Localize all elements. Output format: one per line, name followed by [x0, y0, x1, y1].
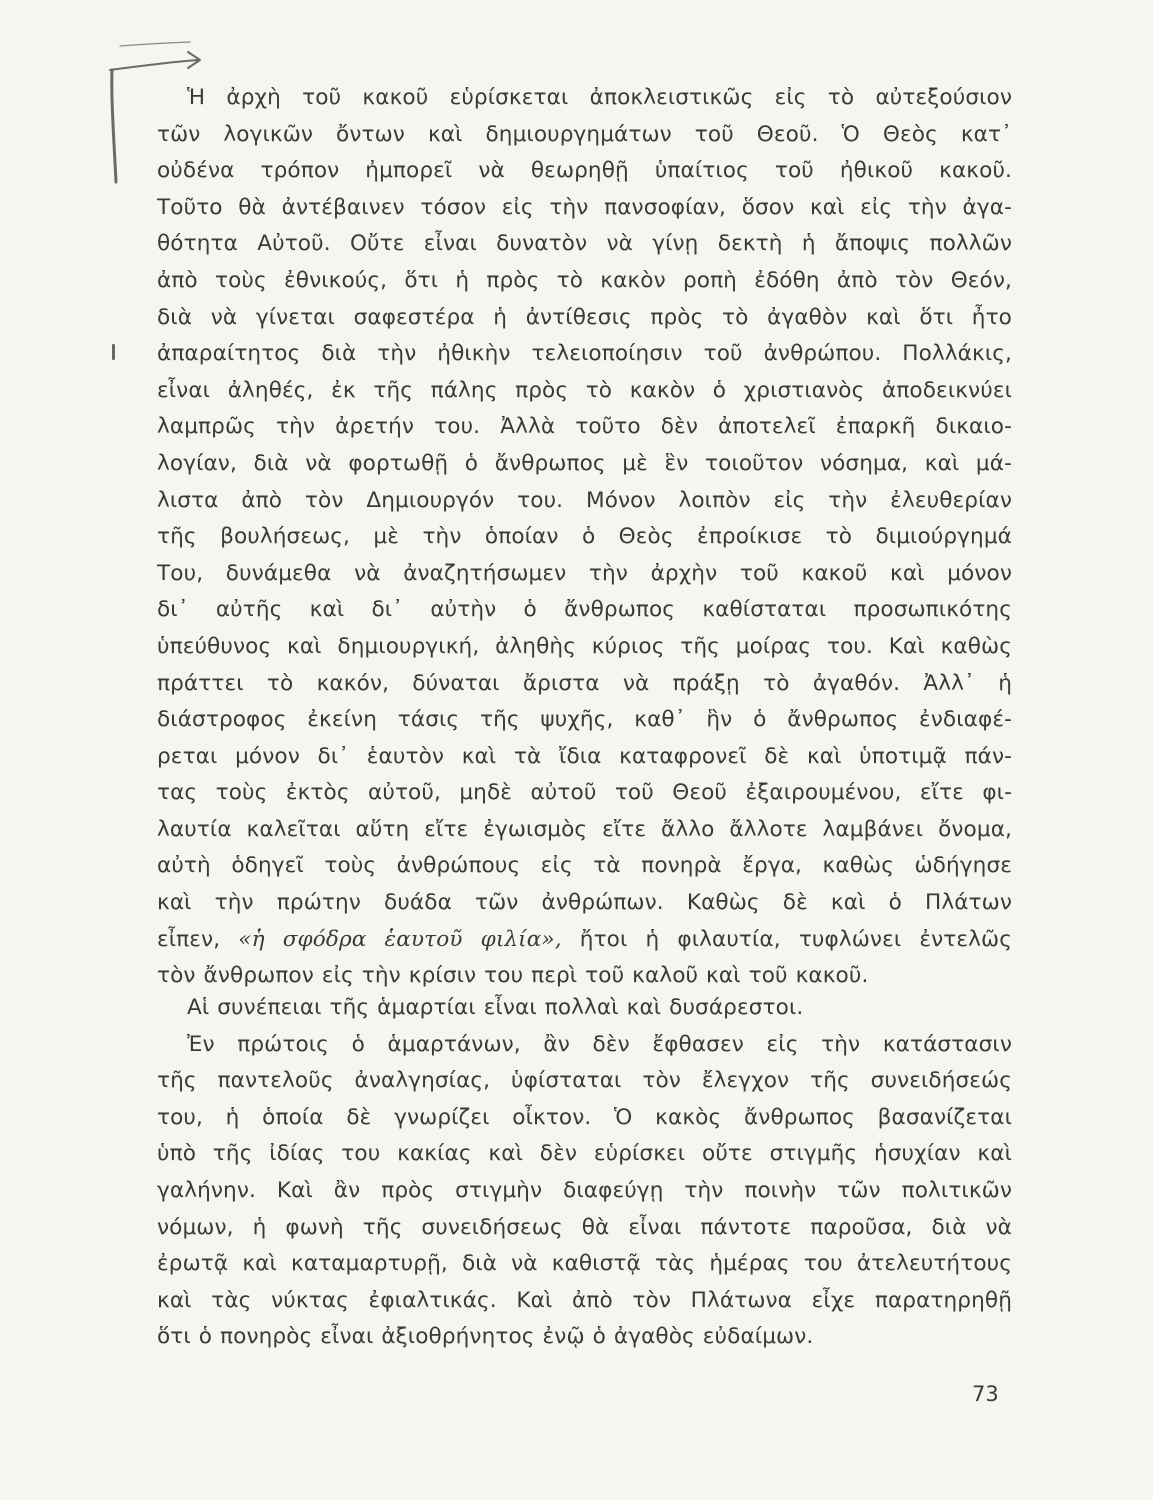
text-line: ὑπὸ τῆς ἰδίας του κακίας καὶ δὲν εὑρίσκει οὔτε στιγμῆς ἡσυχίαν καὶ: [157, 1141, 1012, 1167]
text-line: τῆς βουλήσεως, μὲ τὴν ὁποίαν ὁ Θεὸς ἐπροίκισε τὸ διμιούργημά: [157, 524, 1012, 550]
text-line: λαμπρῶς τὴν ἀρετήν του. Ἀλλὰ τοῦτο δὲν ἀποτελεῖ ἐπαρκῆ δικαιο-: [157, 414, 1012, 440]
text-line: ἀπὸ τοὺς ἐθνικούς, ὅτι ἡ πρὸς τὸ κακὸν ροπὴ ἐδόθη ἀπὸ τὸν Θεόν,: [157, 267, 1012, 293]
text-line: τὸν ἄνθρωπον εἰς τὴν κρίσιν του περὶ τοῦ καλοῦ καὶ τοῦ κακοῦ.: [157, 963, 869, 989]
quote-line-after: ἤτοι ἡ φιλαυτία, τυφλώνει ἐντελῶς: [561, 926, 1012, 952]
text-line: νόμων, ἡ φωνὴ τῆς συνειδήσεως θὰ εἶναι πάντοτε παροῦσα, διὰ νὰ: [157, 1214, 1012, 1240]
page-number: 73: [972, 1382, 999, 1406]
text-line: ρεται μόνον δι᾽ ἑαυτὸν καὶ τὰ ἴδια καταφρονεῖ δὲ καὶ ὑποτιμᾷ πάν-: [157, 743, 1012, 769]
text-line: διάστροφος ἐκείνη τάσις τῆς ψυχῆς, καθ᾽ ἣν ὁ ἄνθρωπος ἐνδιαφέ-: [157, 707, 1012, 733]
text-line: εἶναι ἀληθές, ἐκ τῆς πάλης πρὸς τὸ κακὸν ὁ χριστιανὸς ἀποδεικνύει: [157, 377, 1012, 403]
quote-line: [157, 922, 1012, 959]
quote-line-before: εἶπεν,: [157, 926, 239, 952]
text-line: Του, δυνάμεθα νὰ ἀναζητήσωμεν τὴν ἀρχὴν τοῦ κακοῦ καὶ μόνον: [157, 560, 1012, 586]
paragraph-2: [157, 990, 1012, 1356]
text-line: Τοῦτο θὰ ἀντέβαινεν τόσον εἰς τὴν πανσοφίαν, ὅσον καὶ εἰς τὴν ἀγα-: [157, 194, 1012, 220]
text-line: λογίαν, διὰ νὰ φορτωθῇ ὁ ἄνθρωπος μὲ ἓν τοιοῦτον νόσημα, καὶ μά-: [157, 450, 1012, 476]
text-line: Ἡ ἀρχὴ τοῦ κακοῦ εὑρίσκεται ἀποκλειστικῶς εἰς τὸ αὐτεξούσιον: [187, 85, 1012, 110]
text-line: ἐρωτᾷ καὶ καταμαρτυρῇ, διὰ νὰ καθιστᾷ τὰς ἡμέρας του ἀτελευτήτους: [157, 1251, 1012, 1277]
text-line: ὑπεύθυνος καὶ δημιουργική, ἀληθὴς κύριος τῆς μοίρας του. Καὶ καθὼς: [157, 633, 1012, 659]
text-line: οὐδένα τρόπον ἠμπορεῖ νὰ θεωρηθῇ ὑπαίτιος τοῦ ἠθικοῦ κακοῦ.: [157, 158, 1012, 184]
paragraph-1: [157, 80, 1012, 995]
text-line: πράττει τὸ κακόν, δύναται ἄριστα νὰ πράξῃ τὸ ἀγαθόν. Ἀλλ᾽ ἡ: [157, 670, 1012, 696]
text-line: θότητα Αὐτοῦ. Οὔτε εἶναι δυνατὸν νὰ γίνῃ δεκτὴ ἡ ἄποψις πολλῶν: [157, 231, 1012, 257]
text-line: καὶ τὴν πρώτην δυάδα τῶν ἀνθρώπων. Καθὼς δὲ καὶ ὁ Πλάτων: [157, 890, 1012, 916]
text-line: ὅτι ὁ πονηρὸς εἶναι ἀξιοθρήνητος ἐνῷ ὁ ἀγαθὸς εὐδαίμων.: [157, 1324, 814, 1350]
pencil-margin-tick: [112, 344, 115, 360]
plato-quote: «ἡ σφόδρα ἑαυτοῦ φιλία»,: [238, 926, 562, 952]
text-line: Ἐν πρώτοις ὁ ἁμαρτάνων, ἂν δὲν ἔφθασεν εἰς τὴν κατάστασιν: [187, 1031, 1012, 1057]
text-line: δι᾽ αὐτῆς καὶ δι᾽ αὐτὴν ὁ ἄνθρωπος καθίσταται προσωπικότης: [157, 597, 1012, 623]
text-line: γαλήνην. Καὶ ἂν πρὸς στιγμὴν διαφεύγῃ τὴν ποινὴν τῶν πολιτικῶν: [157, 1177, 1012, 1203]
text-line: ἀπαραίτητος διὰ τὴν ἠθικὴν τελειοποίησιν τοῦ ἀνθρώπου. Πολλάκις,: [157, 341, 1012, 367]
text-line: τῆς παντελοῦς ἀναλγησίας, ὑφίσταται τὸν ἔλεγχον τῆς συνειδήσεώς: [157, 1068, 1012, 1094]
text-line: τῶν λογικῶν ὄντων καὶ δημιουργημάτων τοῦ Θεοῦ. Ὁ Θεὸς κατ᾽: [157, 121, 1012, 147]
text-line: καὶ τὰς νύκτας ἐφιαλτικάς. Καὶ ἀπὸ τὸν Πλάτωνα εἶχε παρατηρηθῇ: [157, 1287, 1012, 1313]
text-line: τας τοὺς ἐκτὸς αὐτοῦ, μηδὲ αὐτοῦ τοῦ Θεοῦ ἐξαιρουμένου, εἴτε φι-: [157, 780, 1012, 806]
text-line: λαυτία καλεῖται αὕτη εἴτε ἐγωισμὸς εἴτε ἄλλο ἄλλοτε λαμβάνει ὄνομα,: [157, 816, 1012, 842]
text-line: αὐτὴ ὁδηγεῖ τοὺς ἀνθρώπους εἰς τὰ πονηρὰ ἔργα, καθὼς ὡδήγησε: [157, 853, 1012, 879]
text-line: του, ἡ ὁποία δὲ γνωρίζει οἶκτον. Ὁ κακὸς ἄνθρωπος βασανίζεται: [157, 1104, 1012, 1130]
text-line: Αἱ συνέπειαι τῆς ἁμαρτίαι εἶναι πολλαὶ καὶ δυσάρεστοι.: [187, 995, 804, 1020]
text-line: λιστα ἀπὸ τὸν Δημιουργόν του. Μόνον λοιπὸν εἰς τὴν ἐλευθερίαν: [157, 487, 1012, 513]
text-line: διὰ νὰ γίνεται σαφεστέρα ἡ ἀντίθεσις πρὸς τὸ ἀγαθὸν καὶ ὅτι ἦτο: [157, 304, 1012, 330]
